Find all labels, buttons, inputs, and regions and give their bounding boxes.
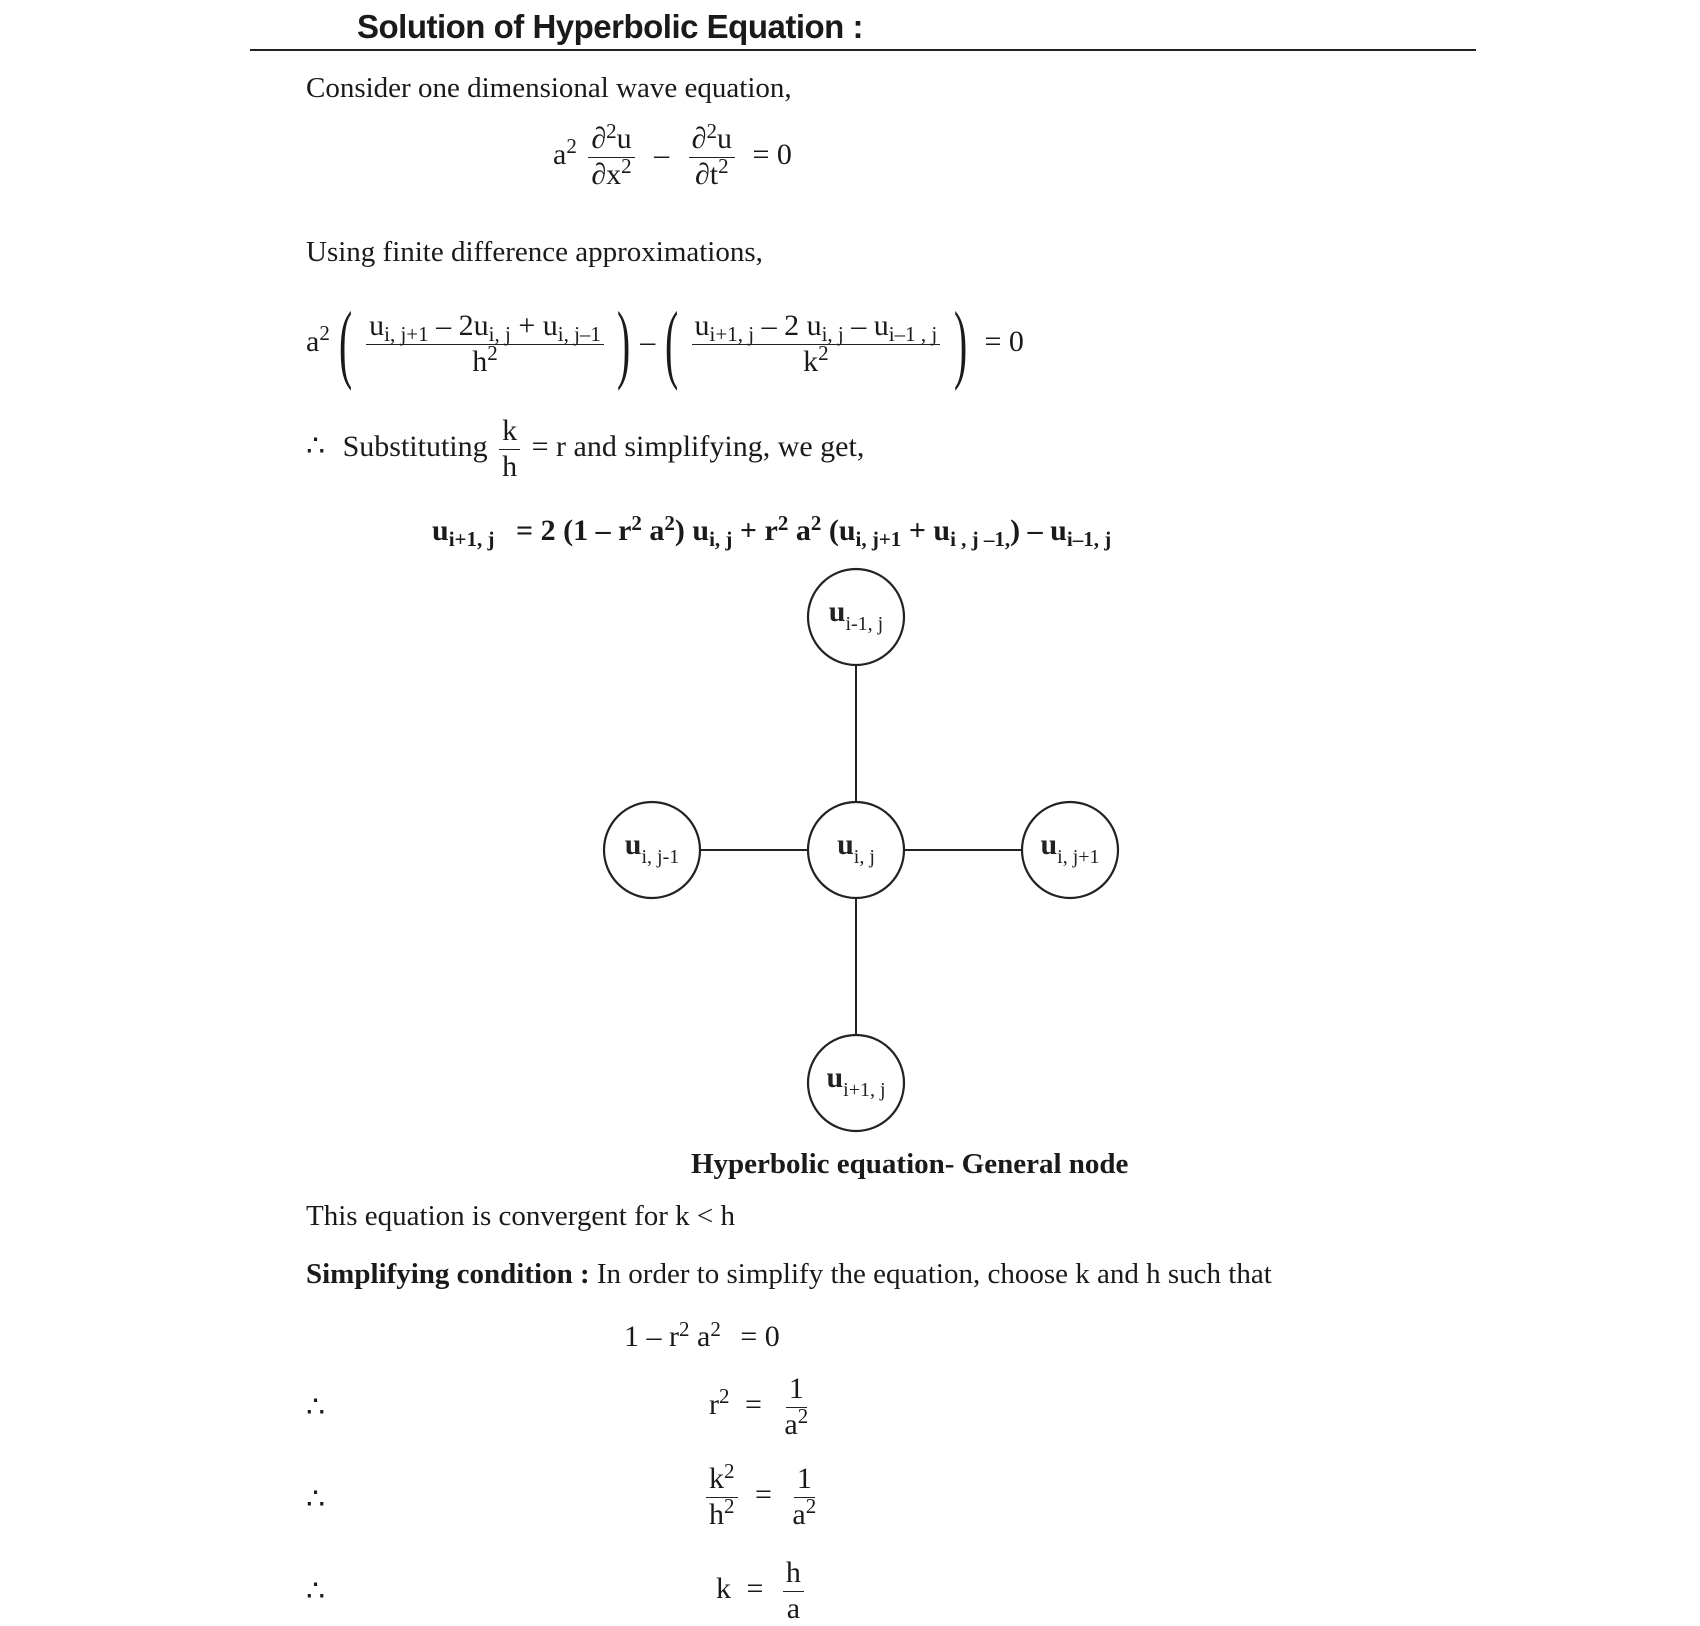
- derivation-line-2: $r^2$ = $\frac{1}{a^2}$: [709, 1372, 809, 1441]
- coef: $a^2$: [553, 134, 577, 171]
- derivation-line-1: $1 - r^2$ $a^2 = 0$: [624, 1316, 780, 1353]
- node-bottom: [808, 1035, 904, 1131]
- node-label: $u_{i, j+1}$: [1040, 828, 1100, 868]
- node-top: [808, 569, 904, 665]
- simplifying-text: In order to simplify the equation, choose k and h such that: [589, 1258, 1272, 1290]
- substitution-remainder: = r and simplifying, we get,: [531, 429, 865, 463]
- minus-sign: –: [640, 324, 656, 358]
- node-label: $u_{i+1, j}$: [826, 1061, 886, 1101]
- fd-intro-text: Using finite difference approximations,: [306, 236, 763, 268]
- explicit-scheme-equation: $u_{i+1, j} = 2$ ($1 - r^2$ $a^2$) $u_{i, j} + r^2$ $a^2$ $(u_{i, j+1} + u_{i , j -1,}) - u_{i-1, j}$: [432, 510, 1112, 552]
- therefore-symbol: ∴: [306, 1575, 326, 1608]
- node-label: $u_{i, j}$: [837, 828, 875, 868]
- simplifying-label: Simplifying condition :: [306, 1258, 590, 1290]
- node-label: $u_{i, j-1}$: [624, 828, 680, 868]
- d2u-dx2-fraction: $\frac{\partial^2u}{\partial x^2}$: [588, 122, 634, 192]
- equals-zero: = 0: [752, 137, 792, 171]
- simplifying-condition: [306, 1258, 1272, 1291]
- node-right: [1022, 802, 1118, 898]
- therefore-symbol: ∴: [306, 429, 326, 463]
- section-heading: Solution of Hyperbolic Equation :: [357, 8, 863, 45]
- derivation-line-3: $\frac{k^2}{h^2}$ = $\frac{1}{a^2}$: [702, 1462, 823, 1532]
- intro-text: Consider one dimensional wave equation,: [306, 72, 792, 104]
- d2u-dt2-fraction: $\frac{\partial^2u}{\partial t^2}$: [689, 122, 735, 192]
- temporal-difference-fraction: $\frac{u_{i+1, j} - 2 u_{i, j} - u_{i-1 , j}}{k^2}$: [692, 309, 941, 379]
- node-label: $u_{i-1, j}$: [828, 595, 884, 635]
- finite-difference-equation: $a^2$ ( $\frac{u_{i, j+1} - 2u_{i, j} + u_{i, j-1}}{h^2}$ ) – ( $\frac{u_{i+1, j} - 2 u_{i, j} - u_{i-1 , j}}{k^2}$ ) = 0: [306, 295, 1024, 392]
- spatial-difference-fraction: $\frac{u_{i, j+1} - 2u_{i, j} + u_{i, j-1}}{h^2}$: [366, 309, 604, 379]
- equals-zero: = 0: [984, 324, 1024, 358]
- derivation-line-4: k = $\frac{h}{a}$: [716, 1556, 808, 1626]
- k-over-h-fraction: $\frac{k}{h}$: [499, 414, 520, 484]
- minus-sign: –: [654, 137, 670, 171]
- coef: $a^2$: [306, 321, 330, 358]
- therefore-symbol: ∴: [306, 1483, 326, 1516]
- convergence-text: This equation is convergent for k < h: [306, 1200, 735, 1232]
- diagram-caption: Hyperbolic equation- General node: [691, 1148, 1129, 1180]
- node-center: [808, 802, 904, 898]
- substituting-text: Substituting: [342, 429, 488, 463]
- therefore-symbol: ∴: [306, 1391, 326, 1424]
- node-left: [604, 802, 700, 898]
